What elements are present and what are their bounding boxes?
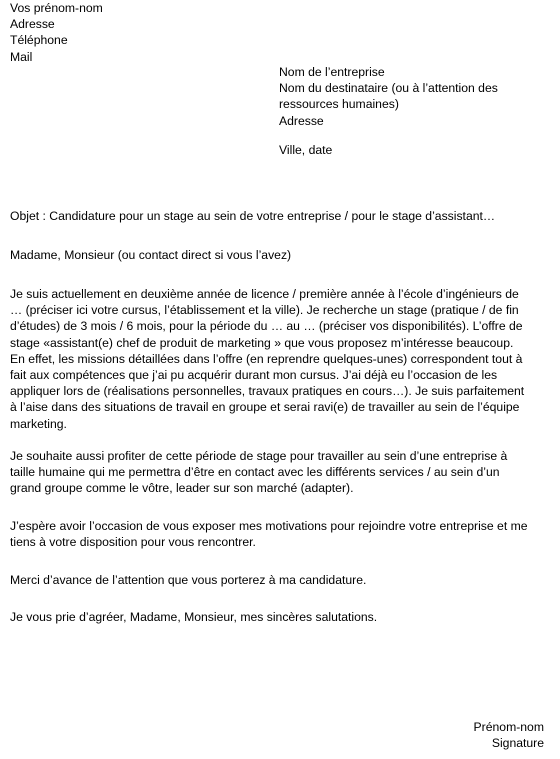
- sender-block: [10, 0, 260, 65]
- sender-mail: Mail: [10, 49, 33, 64]
- sender-phone: Téléphone: [10, 33, 68, 48]
- sender-address: Adresse: [10, 17, 55, 32]
- place-date: Ville, date: [279, 143, 333, 157]
- recipient-address: Adresse: [279, 113, 324, 128]
- paragraph-closing: Je vous prie d’agréer, Madame, Monsieur, mes sincères salutations.: [10, 610, 378, 624]
- sender-name: Vos prénom-nom: [10, 1, 103, 15]
- signoff-block: [474, 719, 544, 751]
- signoff-name: Prénom-nom: [473, 720, 544, 734]
- paragraph-motivation: Je souhaite aussi profiter de cette période de stage pour travailler au sein d’une entreprise à taille humaine qui me permettra d’être en contact avec les différents services / au sein d’un grand groupe comme le vôtre, leader sur son marché (adapter).: [10, 449, 508, 496]
- letter-salutation: Madame, Monsieur (ou contact direct si vous l’avez): [10, 248, 292, 262]
- paragraph-thanks: Merci d’avance de l’attention que vous porterez à ma candidature.: [10, 573, 367, 587]
- paragraph-introduction: Je suis actuellement en deuxième année de licence / première année à l’école d’ingénieurs de … (préciser ici votre cursus, l’établissement et la ville). Je recherche un stage (pratique / de fin d’études) de 3 mois / 6 mois, pour la période du … au … (préciser vos disponibilités). L’offre de stage «assistant(e) chef de produit de marketing » que vous proposez m’intéresse beaucoup. En effet, les missions détaillées dans l’offre (en reprendre quelques-unes) correspondent tout à fait aux compétences que j’ai pu acquérir durant mon cursus. J’ai déjà eu l’occasion de les appliquer lors de (réalisations personnelles, travaux pratiques en cours…). Je suis parfaitement à l’aise dans des situations de travail en groupe et serai ravi(e) de travailler au sein de l’équipe marketing.: [10, 287, 525, 431]
- recipient-block: [279, 64, 549, 129]
- recipient-contact: Nom du destinataire (ou à l’attention des ressources humaines): [279, 81, 498, 112]
- signoff-signature: Signature: [491, 736, 544, 751]
- letter-subject: Objet : Candidature pour un stage au sein de votre entreprise / pour le stage d’assistant…: [10, 209, 496, 223]
- paragraph-availability: J’espère avoir l’occasion de vous exposer mes motivations pour rejoindre votre entreprise et me tiens à votre disposition pour vous rencontrer.: [10, 519, 528, 550]
- recipient-company: Nom de l’entreprise: [279, 65, 385, 79]
